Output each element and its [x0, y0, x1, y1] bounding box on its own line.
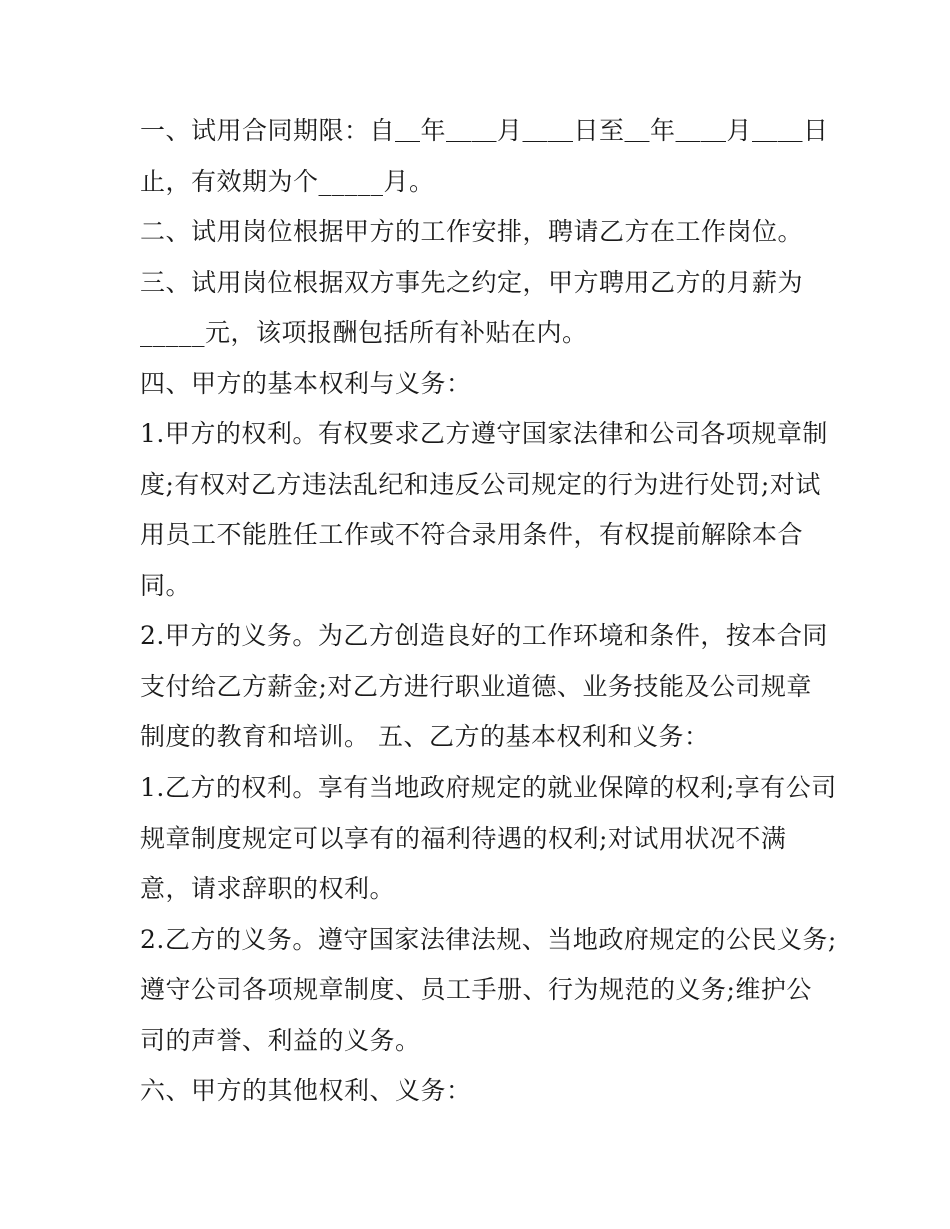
text-line-1: 一、试用合同期限：自＿年＿＿月＿＿日至＿年＿＿月＿＿日 [140, 116, 829, 145]
text-line-16: 意，请求辞职的权利。 [140, 874, 396, 903]
text-line-12: 支付给乙方薪金;对乙方进行职业道德、业务技能及公司规章 [140, 672, 812, 701]
text-line-8: 度;有权对乙方违法乱纪和违反公司规定的行为进行处罚;对试 [140, 470, 821, 499]
text-line-10: 同。 [140, 571, 192, 600]
text-line-9: 用员工不能胜任工作或不符合录用条件，有权提前解除本合 [140, 520, 804, 549]
text-line-18: 遵守公司各项规章制度、员工手册、行为规范的义务;维护公 [140, 975, 812, 1004]
text-line-20: 六、甲方的其他权利、义务： [140, 1076, 472, 1105]
text-line-14: 1.乙方的权利。享有当地政府规定的就业保障的权利;享有公司 [140, 773, 837, 802]
text-line-19: 司的声誉、利益的义务。 [140, 1026, 421, 1055]
text-line-6: 四、甲方的基本权利与义务： [140, 369, 472, 398]
text-line-13: 制度的教育和培训。 五、乙方的基本权利和义务： [140, 722, 710, 751]
text-line-3: 二、试用岗位根据甲方的工作安排，聘请乙方在工作岗位。 [140, 217, 804, 246]
text-line-7: 1.甲方的权利。有权要求乙方遵守国家法律和公司各项规章制 [140, 419, 828, 448]
text-line-15: 规章制度规定可以享有的福利待遇的权利;对试用状况不满 [140, 824, 787, 853]
text-line-5: _____元，该项报酬包括所有补贴在内。 [140, 318, 588, 347]
text-line-17: 2.乙方的义务。遵守国家法律法规、当地政府规定的公民义务; [140, 925, 837, 954]
text-line-11: 2.甲方的义务。为乙方创造良好的工作环境和条件，按本合同 [140, 621, 828, 650]
text-line-4: 三、试用岗位根据双方事先之约定，甲方聘用乙方的月薪为 [140, 268, 804, 297]
text-line-2: 止，有效期为个_____月。 [140, 167, 435, 196]
